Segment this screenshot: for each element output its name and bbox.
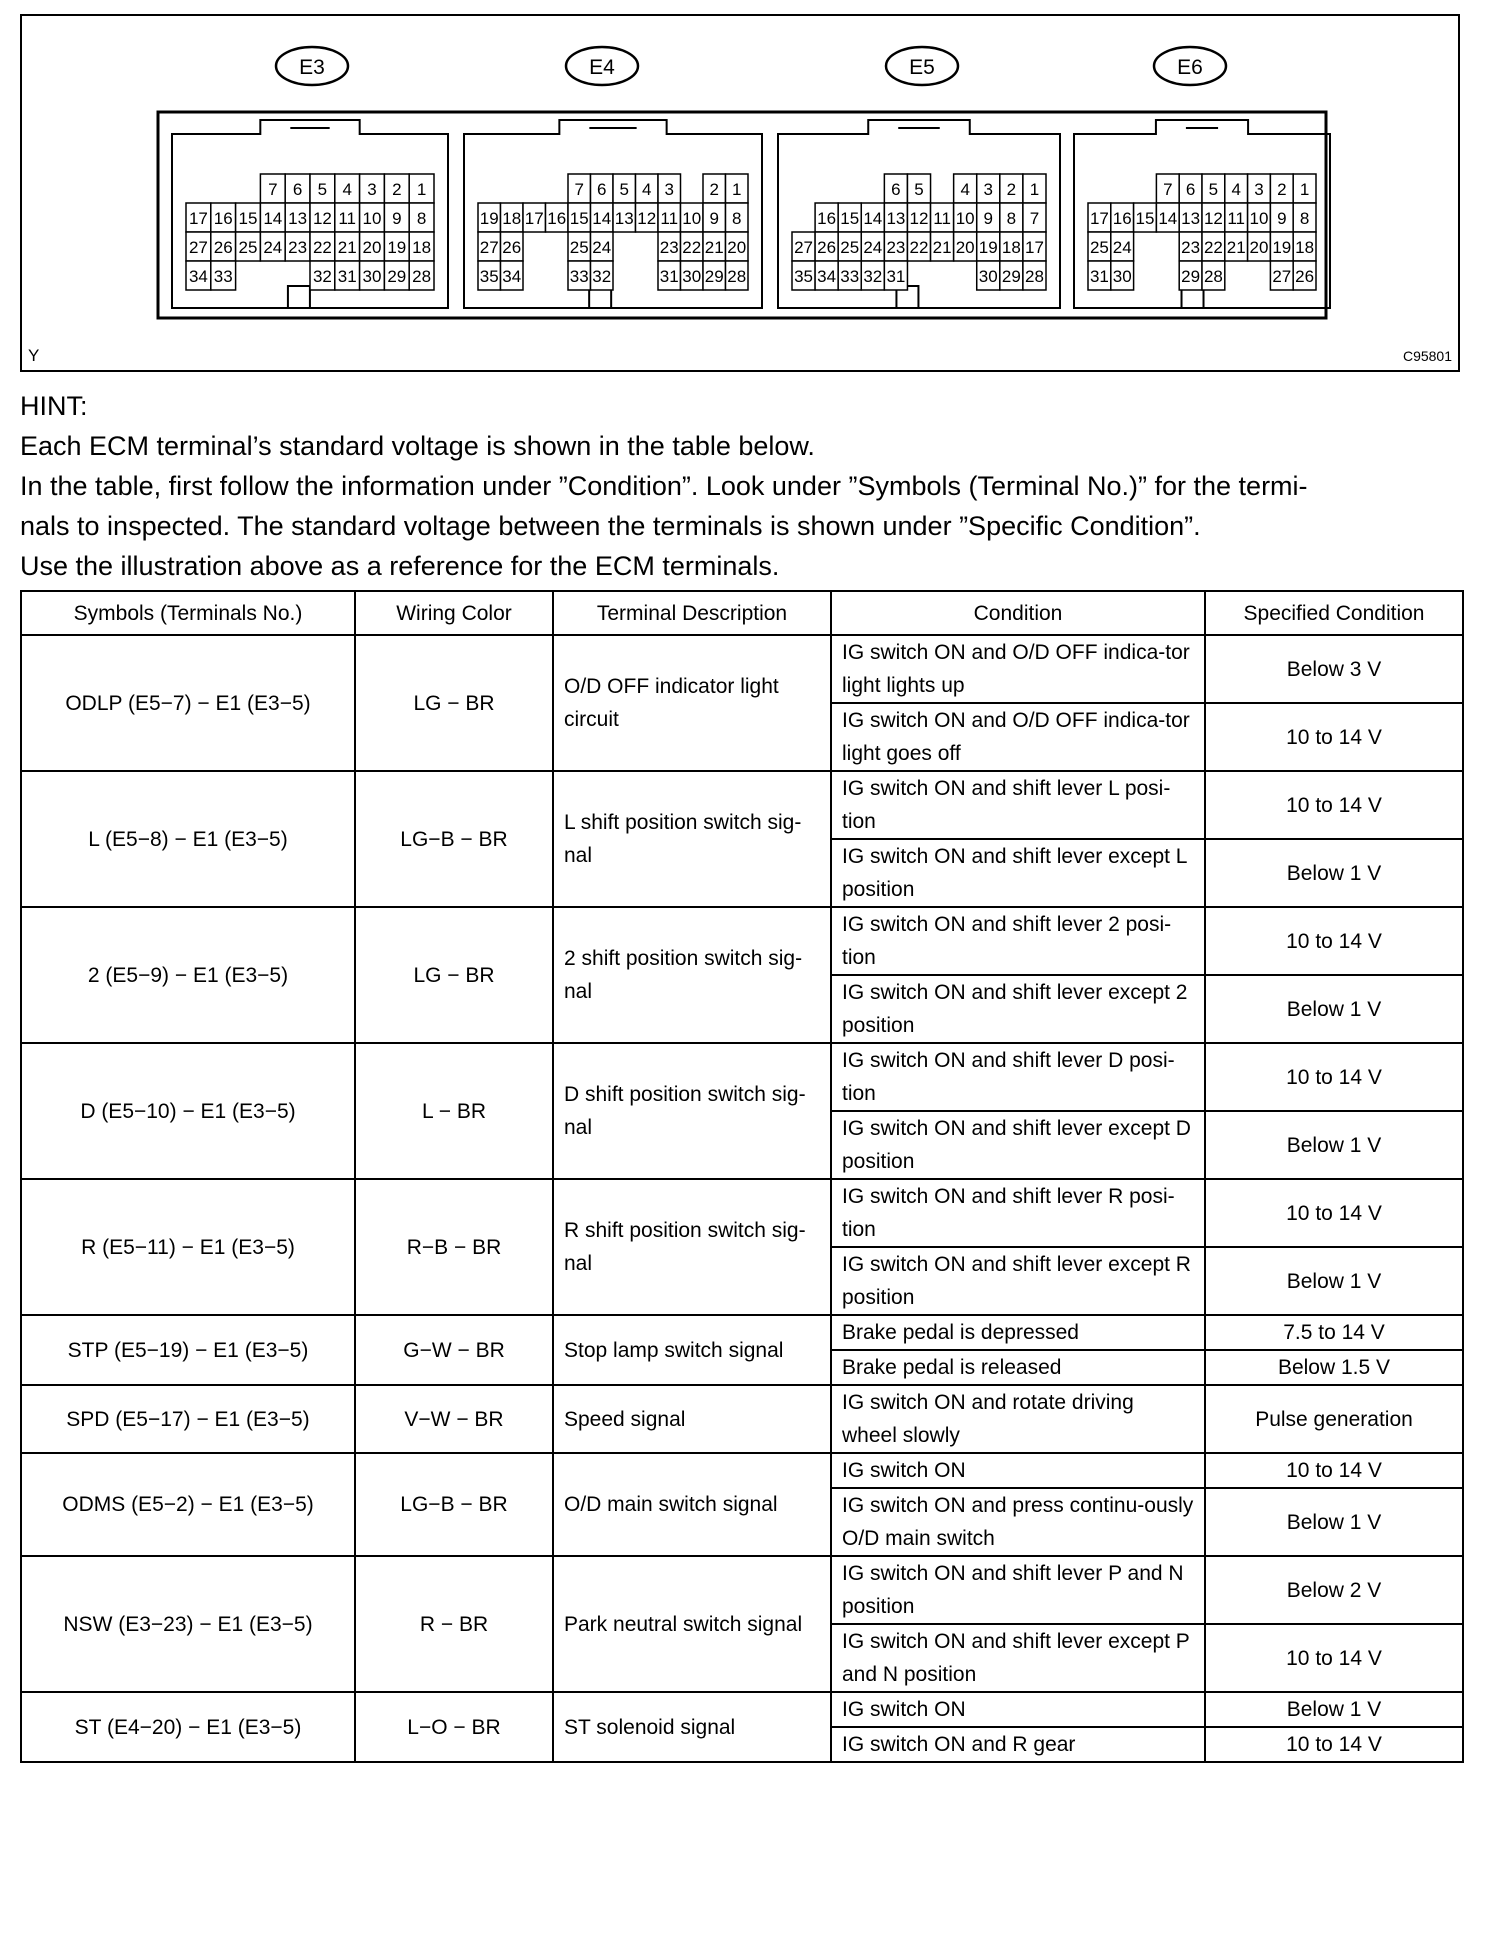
pin-label: 19 (978, 238, 998, 257)
pin-label: 25 (1089, 238, 1109, 257)
wiring-color-cell: G−W − BR (355, 1315, 553, 1385)
pin-label: 10 (682, 209, 702, 228)
pin-label: 11 (1227, 209, 1246, 228)
pin-label: 9 (1277, 209, 1287, 228)
pin-label: 22 (909, 238, 929, 257)
pin-label: 25 (238, 238, 258, 257)
pin-label: 6 (1185, 180, 1196, 199)
pin-label: 8 (1006, 209, 1017, 228)
pin-label: 27 (1272, 267, 1292, 286)
pin-label: 5 (619, 180, 629, 199)
specified-condition-cell: 10 to 14 V (1205, 771, 1463, 839)
specified-condition-cell: Below 3 V (1205, 635, 1463, 703)
pin-label: 11 (660, 209, 679, 228)
hint-line-4: Use the illustration above as a reference for the ECM terminals. (20, 551, 780, 581)
pin-label: 22 (312, 238, 332, 257)
symbol-cell: ODLP (E5−7) − E1 (E3−5) (21, 635, 355, 771)
pin-label: 18 (1295, 238, 1315, 257)
pin-label: 13 (886, 209, 906, 228)
pin-label: 20 (1249, 238, 1269, 257)
hint-line-3: nals to inspected. The standard voltage between the terminals is shown under ”Specific Condition”. (20, 511, 1201, 541)
symbol-cell: SPD (E5−17) − E1 (E3−5) (21, 1385, 355, 1453)
table-row (21, 1556, 1463, 1624)
pin-label: 26 (817, 238, 837, 257)
pin-label: 9 (709, 209, 719, 228)
connector-label-e3: E3 (299, 56, 325, 79)
pin-label: 8 (1299, 209, 1310, 228)
connector-diagram (22, 16, 1458, 370)
pin-label: 4 (342, 180, 352, 199)
pin-label: 4 (1231, 180, 1241, 199)
condition-cell: IG switch ON and shift lever except D position (831, 1111, 1205, 1179)
table-row (21, 1043, 1463, 1111)
pin-label: 12 (637, 209, 657, 228)
pin-label: 27 (794, 238, 814, 257)
pin-label: 11 (933, 209, 951, 228)
pin-label: 22 (682, 238, 702, 257)
pin-label: 15 (840, 209, 860, 228)
pin-label: 2 (1277, 180, 1287, 199)
wiring-color-cell: LG−B − BR (355, 771, 553, 907)
specified-condition-cell: Below 1 V (1205, 1247, 1463, 1315)
symbol-cell: NSW (E3−23) − E1 (E3−5) (21, 1556, 355, 1692)
pin-label: 33 (569, 267, 589, 286)
condition-cell: IG switch ON and shift lever P and N position (831, 1556, 1205, 1624)
symbol-cell: ODMS (E5−2) − E1 (E3−5) (21, 1453, 355, 1556)
pin-label: 2 (709, 180, 719, 199)
condition-cell: IG switch ON (831, 1453, 1205, 1488)
pin-label: 32 (592, 267, 612, 286)
pin-label: 15 (569, 209, 589, 228)
pin-label: 24 (263, 238, 283, 257)
terminal-description-cell: O/D main switch signal (553, 1453, 831, 1556)
terminal-description-cell: R shift position switch sig-nal (553, 1179, 831, 1315)
wiring-color-cell: R−B − BR (355, 1179, 553, 1315)
terminal-description-cell: ST solenoid signal (553, 1692, 831, 1762)
condition-cell: IG switch ON and press continu-ously O/D main switch (831, 1488, 1205, 1556)
pin-label: 1 (732, 180, 742, 199)
specified-condition-cell: 10 to 14 V (1205, 1727, 1463, 1762)
hint-section (20, 386, 1470, 586)
pin-label: 3 (983, 180, 994, 199)
terminal-description-cell: O/D OFF indicator light circuit (553, 635, 831, 771)
condition-cell: IG switch ON and shift lever except R position (831, 1247, 1205, 1315)
condition-cell: IG switch ON and rotate driving wheel slowly (831, 1385, 1205, 1453)
pin-label: 1 (416, 180, 427, 199)
table-row (21, 1453, 1463, 1488)
pin-label: 9 (392, 209, 402, 228)
pin-label: 26 (213, 238, 233, 257)
pin-label: 4 (960, 180, 970, 199)
ecm-connector-figure (20, 14, 1460, 372)
table-row (21, 907, 1463, 975)
pin-label: 17 (524, 209, 544, 228)
pin-label: 12 (1203, 209, 1223, 228)
specified-condition-cell: 7.5 to 14 V (1205, 1315, 1463, 1350)
table-row (21, 1315, 1463, 1350)
specified-condition-cell: Below 1.5 V (1205, 1350, 1463, 1385)
pin-label: 7 (268, 180, 278, 199)
pin-label: 18 (412, 238, 432, 257)
pin-label: 10 (1249, 209, 1269, 228)
condition-cell: IG switch ON and shift lever R posi-tion (831, 1179, 1205, 1247)
pin-label: 26 (1295, 267, 1315, 286)
pin-label: 13 (1181, 209, 1201, 228)
pin-label: 26 (502, 238, 522, 257)
header-wiring-color: Wiring Color (355, 591, 553, 635)
pin-label: 31 (337, 267, 357, 286)
pin-label: 28 (1024, 267, 1044, 286)
pin-label: 35 (479, 267, 499, 286)
table-row (21, 1692, 1463, 1727)
pin-label: 18 (502, 209, 522, 228)
pin-label: 6 (891, 180, 901, 199)
condition-cell: IG switch ON and shift lever 2 posi-tion (831, 907, 1205, 975)
pin-label: 2 (392, 180, 402, 199)
pin-label: 32 (312, 267, 332, 286)
pin-label: 21 (1226, 238, 1246, 257)
terminal-description-cell: D shift position switch sig-nal (553, 1043, 831, 1179)
specified-condition-cell: Below 1 V (1205, 1111, 1463, 1179)
pin-label: 5 (317, 180, 328, 199)
pin-label: 12 (312, 209, 332, 228)
pin-label: 17 (1024, 238, 1044, 257)
pin-label: 5 (1208, 180, 1219, 199)
terminal-voltage-table (20, 590, 1464, 1763)
condition-cell: Brake pedal is released (831, 1350, 1205, 1385)
wiring-color-cell: LG − BR (355, 635, 553, 771)
symbol-cell: ST (E4−20) − E1 (E3−5) (21, 1692, 355, 1762)
pin-label: 3 (1254, 180, 1264, 199)
pin-label: 23 (659, 238, 679, 257)
pin-label: 29 (1001, 267, 1021, 286)
pin-label: 7 (574, 180, 584, 199)
pin-label: 12 (909, 209, 929, 228)
pin-label: 24 (863, 238, 883, 257)
pin-label: 11 (338, 209, 357, 228)
specified-condition-cell: Below 1 V (1205, 975, 1463, 1043)
specified-condition-cell: 10 to 14 V (1205, 1453, 1463, 1488)
wiring-color-cell: L − BR (355, 1043, 553, 1179)
pin-label: 28 (412, 267, 432, 286)
terminal-description-cell: 2 shift position switch sig-nal (553, 907, 831, 1043)
pin-label: 30 (978, 267, 998, 286)
condition-cell: IG switch ON and shift lever except 2 position (831, 975, 1205, 1043)
pin-label: 23 (288, 238, 308, 257)
terminal-description-cell: Speed signal (553, 1385, 831, 1453)
pin-label: 14 (863, 209, 883, 228)
pin-label: 21 (932, 238, 952, 257)
pin-label: 17 (1089, 209, 1109, 228)
condition-cell: IG switch ON and shift lever except L position (831, 839, 1205, 907)
pin-label: 30 (362, 267, 382, 286)
pin-label: 4 (642, 180, 652, 199)
wiring-color-cell: LG−B − BR (355, 1453, 553, 1556)
pin-label: 18 (1001, 238, 1021, 257)
header-condition: Condition (831, 591, 1205, 635)
pin-label: 2 (1006, 180, 1017, 199)
pin-label: 28 (1203, 267, 1223, 286)
pin-label: 8 (732, 209, 742, 228)
pin-label: 33 (213, 267, 233, 286)
header-specified-condition: Specified Condition (1205, 591, 1463, 635)
figure-corner-label: Y (28, 346, 40, 365)
hint-title: HINT: (20, 391, 88, 421)
terminal-description-cell: Stop lamp switch signal (553, 1315, 831, 1385)
pin-label: 30 (1112, 267, 1132, 286)
symbol-cell: STP (E5−19) − E1 (E3−5) (21, 1315, 355, 1385)
pin-label: 29 (1181, 267, 1201, 286)
pin-label: 23 (886, 238, 906, 257)
wiring-color-cell: R − BR (355, 1556, 553, 1692)
pin-label: 28 (727, 267, 747, 286)
specified-condition-cell: Pulse generation (1205, 1385, 1463, 1453)
table-row (21, 1179, 1463, 1247)
pin-label: 16 (1112, 209, 1132, 228)
pin-label: 21 (337, 238, 357, 257)
header-terminal-description: Terminal Description (553, 591, 831, 635)
connector-label-e4: E4 (589, 56, 615, 79)
pin-label: 21 (704, 238, 724, 257)
pin-label: 14 (263, 209, 283, 228)
condition-cell: IG switch ON and shift lever L posi-tion (831, 771, 1205, 839)
pin-label: 31 (1089, 267, 1109, 286)
pin-label: 6 (292, 180, 303, 199)
pin-label: 16 (547, 209, 567, 228)
connector-label-e5: E5 (909, 56, 935, 79)
pin-label: 3 (367, 180, 377, 199)
terminal-description-cell: Park neutral switch signal (553, 1556, 831, 1692)
pin-label: 34 (817, 267, 837, 286)
pin-label: 15 (1135, 209, 1155, 228)
specified-condition-cell: 10 to 14 V (1205, 907, 1463, 975)
pin-label: 14 (1158, 209, 1178, 228)
specified-condition-cell: 10 to 14 V (1205, 1624, 1463, 1692)
condition-cell: IG switch ON and shift lever except P and N position (831, 1624, 1205, 1692)
hint-line-1: Each ECM terminal’s standard voltage is shown in the table below. (20, 431, 815, 461)
pin-label: 16 (817, 209, 837, 228)
pin-label: 35 (794, 267, 814, 286)
pin-label: 34 (188, 267, 208, 286)
header-symbols: Symbols (Terminals No.) (21, 591, 355, 635)
wiring-color-cell: L−O − BR (355, 1692, 553, 1762)
pin-label: 23 (1181, 238, 1201, 257)
pin-label: 29 (387, 267, 407, 286)
specified-condition-cell: 10 to 14 V (1205, 1179, 1463, 1247)
pin-label: 27 (188, 238, 208, 257)
symbol-cell: 2 (E5−9) − E1 (E3−5) (21, 907, 355, 1043)
symbol-cell: R (E5−11) − E1 (E3−5) (21, 1179, 355, 1315)
connector-label-e6: E6 (1177, 56, 1203, 79)
pin-label: 20 (362, 238, 382, 257)
pin-label: 7 (1163, 180, 1173, 199)
pin-label: 1 (1299, 180, 1310, 199)
pin-label: 29 (704, 267, 724, 286)
condition-cell: IG switch ON and R gear (831, 1727, 1205, 1762)
pin-label: 31 (659, 267, 679, 286)
table-header-row (21, 591, 1463, 635)
pin-label: 7 (1029, 209, 1040, 228)
condition-cell: IG switch ON (831, 1692, 1205, 1727)
specified-condition-cell: Below 1 V (1205, 1488, 1463, 1556)
pin-label: 27 (479, 238, 499, 257)
pin-label: 33 (840, 267, 860, 286)
pin-label: 17 (188, 209, 208, 228)
hint-line-2: In the table, first follow the information under ”Condition”. Look under ”Symbols (Terminal No.)” for the termi- (20, 471, 1308, 501)
pin-label: 25 (569, 238, 589, 257)
table-row (21, 1385, 1463, 1453)
pin-label: 16 (213, 209, 233, 228)
pin-label: 13 (288, 209, 308, 228)
terminal-description-cell: L shift position switch sig-nal (553, 771, 831, 907)
pin-label: 19 (479, 209, 499, 228)
condition-cell: IG switch ON and O/D OFF indica-tor light goes off (831, 703, 1205, 771)
pin-label: 10 (362, 209, 382, 228)
condition-cell: IG switch ON and shift lever D posi-tion (831, 1043, 1205, 1111)
pin-label: 20 (955, 238, 975, 257)
pin-label: 32 (863, 267, 883, 286)
pin-label: 8 (416, 209, 427, 228)
pin-label: 31 (886, 267, 906, 286)
pin-label: 24 (592, 238, 612, 257)
pin-label: 9 (983, 209, 994, 228)
pin-label: 10 (955, 209, 975, 228)
connector-notch (288, 286, 310, 308)
condition-cell: Brake pedal is depressed (831, 1315, 1205, 1350)
table-row (21, 771, 1463, 839)
figure-code: C95801 (1402, 348, 1452, 364)
condition-cell: IG switch ON and O/D OFF indica-tor light lights up (831, 635, 1205, 703)
pin-label: 24 (1112, 238, 1132, 257)
specified-condition-cell: 10 to 14 V (1205, 703, 1463, 771)
specified-condition-cell: 10 to 14 V (1205, 1043, 1463, 1111)
pin-label: 19 (1272, 238, 1292, 257)
table-body (21, 635, 1463, 1762)
wiring-color-cell: LG − BR (355, 907, 553, 1043)
wiring-color-cell: V−W − BR (355, 1385, 553, 1453)
pin-label: 34 (502, 267, 522, 286)
pin-label: 20 (727, 238, 747, 257)
pin-label: 1 (1029, 180, 1040, 199)
specified-condition-cell: Below 1 V (1205, 1692, 1463, 1727)
table-row (21, 635, 1463, 703)
pin-label: 6 (597, 180, 607, 199)
pin-label: 15 (238, 209, 258, 228)
pin-label: 5 (914, 180, 924, 199)
pin-label: 14 (592, 209, 612, 228)
pin-label: 3 (664, 180, 674, 199)
specified-condition-cell: Below 2 V (1205, 1556, 1463, 1624)
symbol-cell: D (E5−10) − E1 (E3−5) (21, 1043, 355, 1179)
pin-label: 30 (682, 267, 702, 286)
pin-label: 25 (840, 238, 860, 257)
specified-condition-cell: Below 1 V (1205, 839, 1463, 907)
symbol-cell: L (E5−8) − E1 (E3−5) (21, 771, 355, 907)
pin-label: 13 (614, 209, 634, 228)
pin-label: 19 (387, 238, 407, 257)
pin-label: 22 (1203, 238, 1223, 257)
